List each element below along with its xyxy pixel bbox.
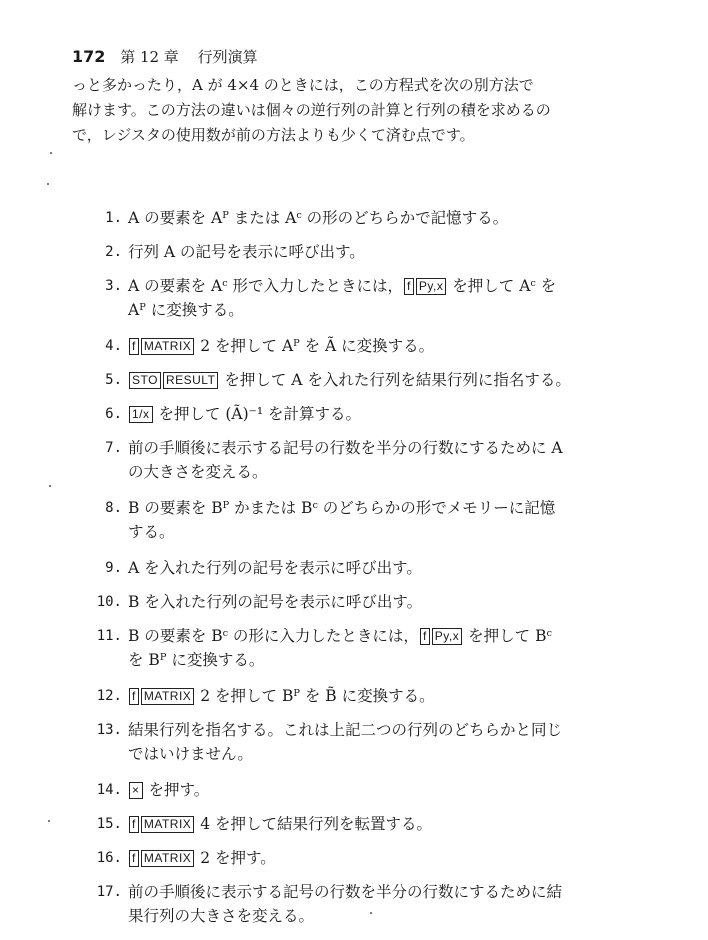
scan-speck <box>48 820 50 822</box>
step-number: 8. <box>105 500 122 516</box>
calculator-key: f <box>404 278 414 295</box>
calculator-key: MATRIX <box>141 688 194 705</box>
step-number: 1. <box>105 210 122 226</box>
step-text: B の要素を Bᶜ の形に入力したときには， f Py,x を押して Bᶜ を Bᴾ に変換する。 <box>128 627 552 669</box>
scan-speck <box>47 183 49 185</box>
calculator-key: Py,x <box>432 628 462 645</box>
step-item <box>88 846 648 870</box>
step-item <box>88 624 648 672</box>
step-item <box>88 240 648 264</box>
intro-line: で，レジスタの使用数が前の方法よりも少くて済む点です。 <box>72 126 475 144</box>
step-item <box>88 590 648 614</box>
calculator-key: f <box>129 338 139 355</box>
step-text: 1/x を押して (Ã)⁻¹ を計算する。 <box>128 402 648 426</box>
calculator-key: MATRIX <box>141 850 194 867</box>
step-item <box>88 402 648 426</box>
step-text: A の要素を Aᴾ または Aᶜ の形のどちらかで記憶する。 <box>128 209 509 227</box>
step-text: B の要素を Bᴾ かまたは Bᶜ のどちらかの形でメモリーに記憶 する。 <box>128 499 556 541</box>
step-number: 17. <box>96 884 122 900</box>
intro-line: っと多かったり，A が 4×4 のときには，この方程式を次の別方法で <box>72 76 534 94</box>
chapter-title: 行列演算 <box>197 48 258 66</box>
step-number: 10. <box>96 594 122 610</box>
step-text: f MATRIX 2 を押す。 <box>128 846 648 870</box>
step-number: 4. <box>105 338 122 354</box>
step-number: 5. <box>105 372 122 388</box>
step-text: f MATRIX 2 を押して Aᴾ を Ã に変換する。 <box>128 334 648 358</box>
calculator-key: STO <box>129 372 161 389</box>
calculator-key: f <box>129 688 139 705</box>
step-number: 3. <box>105 278 122 294</box>
calculator-key: RESULT <box>163 372 218 389</box>
calculator-key: f <box>129 816 139 833</box>
step-item <box>88 436 648 484</box>
page-number: 172 <box>72 47 106 66</box>
calculator-key: × <box>129 782 143 799</box>
step-item <box>88 718 648 766</box>
calculator-key: f <box>129 850 139 867</box>
calculator-key: MATRIX <box>141 338 194 355</box>
step-text: STO RESULT を押して A を入れた行列を結果行列に指名する。 <box>128 368 648 392</box>
calculator-key: 1/x <box>129 406 153 423</box>
calculator-key: f <box>420 628 430 645</box>
intro-line: 解けます。この方法の違いは個々の逆行列の計算と行列の積を求めるの <box>72 101 551 119</box>
step-item <box>88 496 648 544</box>
step-text: f MATRIX 2 を押して Bᴾ を B̃ に変換する。 <box>128 684 648 708</box>
step-number: 9. <box>105 560 122 576</box>
chapter-label: 第 12 章 <box>120 48 179 66</box>
step-number: 2. <box>105 244 122 260</box>
step-number: 16. <box>96 850 122 866</box>
step-number: 6. <box>105 406 122 422</box>
step-item <box>88 334 648 358</box>
step-number: 7. <box>105 440 122 456</box>
step-text: × を押す。 <box>128 778 648 802</box>
step-text: f MATRIX 4 を押して結果行列を転置する。 <box>128 812 648 836</box>
procedure-steps <box>88 206 648 940</box>
scan-speck <box>50 152 52 154</box>
step-text: 前の手順後に表示する記号の行数を半分の行数にするために A の大きさを変える。 <box>128 439 563 481</box>
step-text: B を入れた行列の記号を表示に呼び出す。 <box>128 593 423 611</box>
step-item <box>88 556 648 580</box>
page-header <box>72 47 258 67</box>
step-item <box>88 812 648 836</box>
step-item <box>88 274 648 322</box>
calculator-key: MATRIX <box>141 816 194 833</box>
step-item <box>88 368 648 392</box>
step-item <box>88 206 648 230</box>
step-text: 前の手順後に表示する記号の行数を半分の行数にするために結 果行列の大きさを変える。 <box>128 883 563 925</box>
step-number: 12. <box>96 688 122 704</box>
step-item <box>88 880 648 928</box>
intro-paragraph <box>72 73 632 148</box>
step-item <box>88 684 648 708</box>
scan-speck <box>49 485 51 487</box>
step-number: 13. <box>96 722 122 738</box>
step-text: 結果行列を指名する。これは上記二つの行列のどちらかと同じ ではいけません。 <box>128 721 563 763</box>
step-number: 14. <box>96 782 122 798</box>
scan-speck <box>370 912 372 914</box>
step-number: 11. <box>96 628 122 644</box>
step-number: 15. <box>96 816 122 832</box>
calculator-key: Py,x <box>416 278 446 295</box>
step-text: A の要素を Aᶜ 形で入力したときには， f Py,x を押して Aᶜ を Aᴾ に変換する。 <box>128 277 557 319</box>
step-item <box>88 778 648 802</box>
step-text: 行列 A の記号を表示に呼び出す。 <box>128 243 365 261</box>
step-text: A を入れた行列の記号を表示に呼び出す。 <box>128 559 422 577</box>
